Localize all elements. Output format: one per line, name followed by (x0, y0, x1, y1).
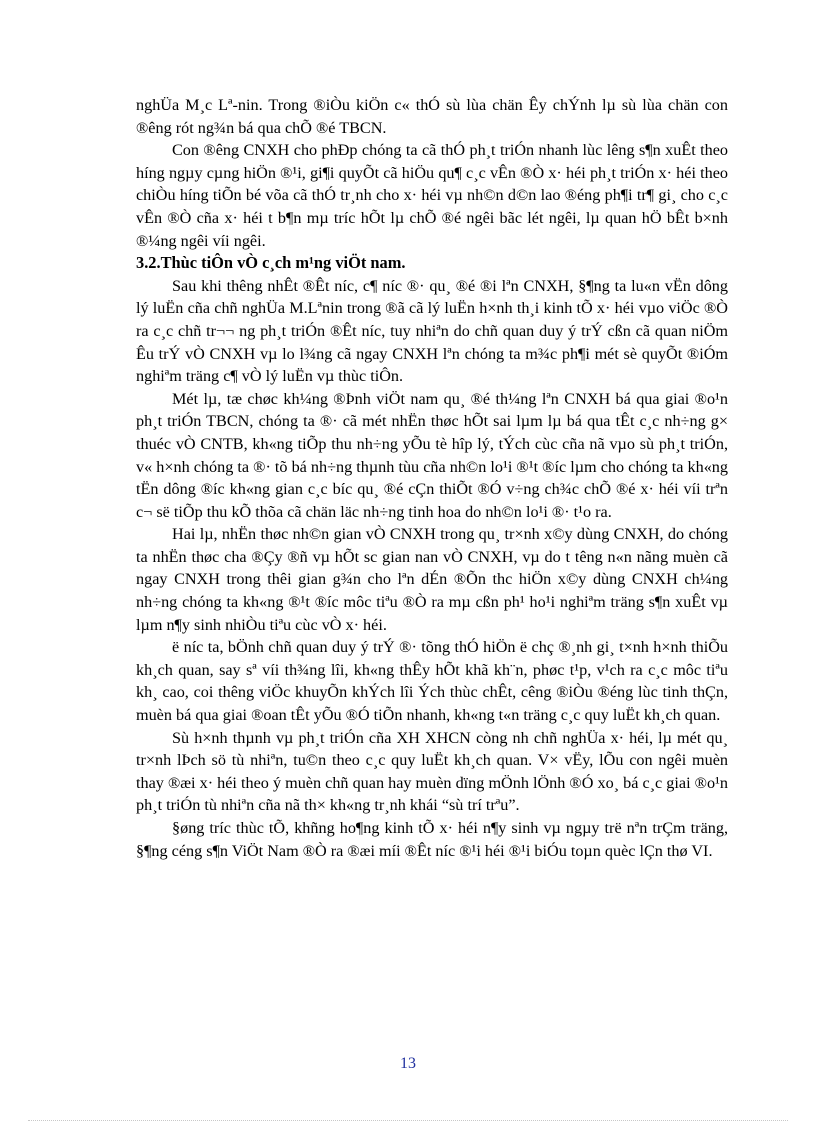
body-paragraph: Mét lµ, tæ chøc kh¼ng ®Þnh viÖt nam qu¸ ®é th¼ng lªn CNXH bá qua giai ®o¹n ph¸t triÓn TBCN, chóng ta ®· cã mét nhËn thøc hÕt sai lµm lµ bá qua tÊt c¸c nh÷ng g× thuéc vÒ CNTB, kh«ng tiÕp thu nh÷ng yÕu tè hîp lý, tÝch cùc cña nã vµo sù ph¸t triÓn, v« h×nh chóng ta ®· tõ bá nh÷ng thµnh tùu cña nh©n lo¹i ®¹t ®íc lµm cho chóng ta kh«ng tËn dông ®íc kh«ng gian c¸c bíc qu¸ ®é cÇn thiÕt ®Ó v÷ng ch¾c chÕ ®é x· héi víi trªn c¬ së tiÕp thu kÕ thõa cã chän läc nh÷ng tinh hoa do nh©n lo¹i ®· t¹o ra. (136, 389, 728, 521)
page-number: 13 (400, 1055, 416, 1072)
page-bottom-divider (28, 1120, 788, 1121)
body-paragraph: Sau khi thêng nhÊt ®Êt níc, c¶ níc ®· qu¸ ®é ®i lªn CNXH, §¶ng ta lu«n vËn dông lý luËn cña chñ nghÜa M.Lªnin trong ®ã cã lý luËn h×nh th¸i kinh tÕ x· héi vµo viÖc ®Ò ra c¸c chñ tr¬¬ ng ph¸t triÓn ®Êt níc, tuy nhiªn do chñ quan duy ý trÝ cßn cã quan niÖm Êu trÝ vÒ CNXH vµ lo l¾ng cã ngay CNXH lªn chóng ta m¾c ph¶i mét sè quyÕt ®iÓm nghiªm träng c¶ vÒ lý luËn vµ thùc tiÔn. (136, 276, 728, 386)
document-page-body (136, 94, 728, 862)
body-paragraph: ë níc ta, bÖnh chñ quan duy ý trÝ ®· tõng thÓ hiÖn ë chç ®¸nh gi¸ t×nh h×nh thiÕu kh¸ch quan, say sª víi th¾ng lîi, kh«ng thÊy hÕt khã kh¨n, phøc t¹p, v¹ch ra c¸c môc tiªu kh¸ cao, coi thêng viÖc khuyÕn khÝch lîi Ých thùc chÊt, cêng ®iÒu ®éng lùc tinh thÇn, muèn bá qua giai ®oan tÊt yÕu ®Ó tiÕn nhanh, kh«ng t«n träng c¸c quy luËt kh¸ch quan. (136, 638, 728, 725)
body-paragraph: Con ®êng CNXH cho phÐp chóng ta cã thÓ ph¸t triÓn nhanh lùc lêng s¶n xuÊt theo híng ngµy cµng hiÖn ®¹i, gi¶i quyÕt cã hiÖu qu¶ c¸c vÊn ®Ò x· héi ph¸t triÓn x· héi theo chiÒu híng tiÕn bé võa cã thÓ tr¸nh cho x· héi vµ nh©n d©n lao ®éng ph¶i tr¶ gi¸ cho c¸c vÊn ®Ò cña x· héi t b¶n mµ tríc hÕt lµ chÕ ®é ngêi bãc lét ngêi, lµ quan hÖ bÊt b×nh ®¼ng ngêi víi ngêi. (136, 141, 728, 250)
body-paragraph: Sù h×nh thµnh vµ ph¸t triÓn cña XH XHCN còng nh chñ nghÜa x· héi, lµ mét qu¸ tr×nh lÞch sö tù nhiªn, tu©n theo c¸c quy luËt kh¸ch quan. V× vËy, lÕu con ngêi muèn thay ®æi x· héi theo ý muèn chñ quan hay muèn dïng mÖnh lÖnh ®Ó xo¸ bá c¸c giai ®o¹n ph¸t triÓn tù nhiªn cña nã th× kh«ng tr¸nh khái “sù trí trªu”. (136, 728, 728, 815)
section-heading: 3.2.Thùc tiÔn vÒ c¸ch m¹ng viÖt nam. (136, 253, 406, 273)
body-paragraph: nghÜa M¸c Lª-nin. Trong ®iÒu kiÖn c« thÓ sù lùa chän Êy chÝnh lµ sù lùa chän con ®êng rót ng¾n bá qua chÕ ®é TBCN. (136, 96, 728, 137)
body-paragraph: Hai lµ, nhËn thøc nh©n gian vÒ CNXH trong qu¸ tr×nh x©y dùng CNXH, do chóng ta nhËn thøc cha ®Çy ®ñ vµ hÕt sc gian nan vÒ CNXH, vµ do t têng n«n nãng muèn cã ngay CNXH trong thêi gian g¾n cho lªn dÉn ®Õn thc hiÖn x©y dùng CNXH ch¼ng nh÷ng chóng ta kh«ng ®¹t ®íc môc tiªu ®Ò ra mµ cßn ph¹ ho¹i nghiªm träng s¶n xuÊt vµ lµm n¶y sinh nhiÒu tiªu cùc vÒ x· héi. (136, 525, 728, 634)
body-paragraph: §øng tríc thùc tÕ, khñng ho¶ng kinh tÕ x· héi n¶y sinh vµ ngµy trë nªn trÇm träng, §¶ng céng s¶n ViÖt Nam ®Ò ra ®æi míi ®Êt níc ®¹i héi ®¹i biÓu toµn quèc lÇn thø VI. (136, 819, 728, 860)
